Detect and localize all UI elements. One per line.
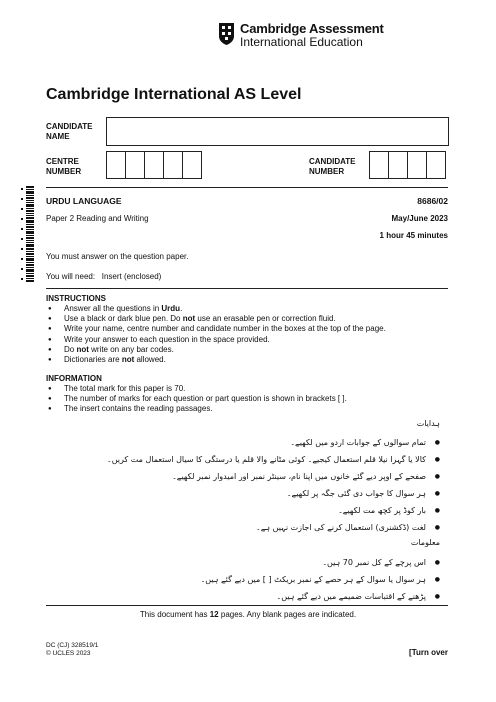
list-item: ● لغت (ڈکشنری) استعمال کرنے کی اجازت نہیں ہے۔ bbox=[107, 519, 440, 536]
candidate-number-cell[interactable] bbox=[426, 151, 446, 179]
list-item: ● ہر سوال یا سوال کے ہر حصے کے نمبر بریکٹ [ ] میں دیے گئے ہیں۔ bbox=[201, 571, 440, 588]
list-item: ● ہر سوال کا جواب دی گئی جگہ پر لکھیے۔ bbox=[107, 485, 440, 502]
centre-number-cell[interactable] bbox=[182, 151, 202, 179]
materials-needed-label: You will need: bbox=[46, 272, 96, 281]
paper-code: 8686/02 bbox=[417, 196, 448, 206]
centre-number-field[interactable] bbox=[106, 151, 202, 179]
centre-number-label-line2: NUMBER bbox=[46, 167, 82, 176]
list-item: ● تمام سوالوں کے جوابات اردو میں لکھیے۔ bbox=[107, 434, 440, 451]
candidate-name-field[interactable] bbox=[106, 117, 449, 146]
list-item: ● Dictionaries are not allowed. bbox=[46, 355, 386, 365]
list-item: ● The insert contains the reading passages. bbox=[46, 404, 347, 414]
urdu-instructions-list bbox=[107, 434, 440, 536]
exam-duration: 1 hour 45 minutes bbox=[379, 231, 448, 240]
candidate-name-label bbox=[46, 122, 93, 142]
centre-number-cell[interactable] bbox=[144, 151, 164, 179]
list-item: ● Write your name, centre number and candidate number in the boxes at the top of the page. bbox=[46, 324, 386, 334]
list-item: ● Write your answer to each question in the space provided. bbox=[46, 335, 386, 345]
information-list bbox=[46, 384, 347, 415]
list-item: ● The number of marks for each question or part question is shown in brackets [ ]. bbox=[46, 394, 347, 404]
urdu-instructions-heading: ہدایات bbox=[416, 419, 440, 428]
subject-name: URDU LANGUAGE bbox=[46, 196, 122, 206]
centre-number-label-line1: CENTRE bbox=[46, 157, 79, 166]
exam-session: May/June 2023 bbox=[391, 214, 448, 223]
document-ref: DC (CJ) 328519/1 bbox=[46, 642, 99, 649]
page-title: Cambridge International AS Level bbox=[46, 86, 302, 103]
page-count-suffix: pages. Any blank pages are indicated. bbox=[218, 610, 357, 619]
cambridge-logo bbox=[218, 21, 384, 51]
list-item: ● بار کوڈ پر کچھ مت لکھیے۔ bbox=[107, 502, 440, 519]
page-count-note bbox=[0, 610, 496, 619]
centre-number-cell[interactable] bbox=[163, 151, 183, 179]
page-count: 12 bbox=[209, 610, 219, 619]
candidate-number-field[interactable] bbox=[369, 151, 446, 179]
candidate-number-label-line1: CANDIDATE bbox=[309, 157, 356, 166]
divider bbox=[46, 288, 448, 289]
divider bbox=[46, 187, 448, 188]
candidate-number-label bbox=[309, 157, 356, 177]
list-item: ● صفحے کے اوپر دیے گئے خانوں میں اپنا نام، سینٹر نمبر اور امیدوار نمبر لکھیے۔ bbox=[107, 468, 440, 485]
list-item: ● Do not write on any bar codes. bbox=[46, 345, 386, 355]
copyright: © UCLES 2023 bbox=[46, 650, 91, 657]
turn-over: [Turn over bbox=[409, 648, 448, 657]
information-heading: INFORMATION bbox=[46, 374, 102, 383]
candidate-name-label-line1: CANDIDATE bbox=[46, 122, 93, 131]
materials-needed-value: Insert (enclosed) bbox=[101, 272, 162, 281]
list-item: ● پڑھنے کے اقتباسات ضمیمے میں دیے گئے ہیں۔ bbox=[201, 588, 440, 605]
candidate-number-cell[interactable] bbox=[407, 151, 427, 179]
list-item: ● اس پرچے کے کل نمبر 70 ہیں۔ bbox=[201, 554, 440, 571]
instructions-heading: INSTRUCTIONS bbox=[46, 294, 106, 303]
list-item: ● Answer all the questions in Urdu. bbox=[46, 304, 386, 314]
answer-instruction: You must answer on the question paper. bbox=[46, 252, 189, 261]
list-item: ● The total mark for this paper is 70. bbox=[46, 384, 347, 394]
candidate-name-label-line2: NAME bbox=[46, 132, 70, 141]
footer-divider bbox=[46, 605, 448, 606]
candidate-number-label-line2: NUMBER bbox=[309, 167, 345, 176]
shield-icon bbox=[218, 22, 235, 46]
centre-number-cell[interactable] bbox=[125, 151, 145, 179]
list-item: ● کالا یا گہرا نیلا قلم استعمال کیجیے۔ کوئی مٹانے والا قلم یا درستگی کا سیال استعمال مت کریں۔ bbox=[107, 451, 440, 468]
candidate-number-cell[interactable] bbox=[388, 151, 408, 179]
centre-number-cell[interactable] bbox=[106, 151, 126, 179]
barcode bbox=[20, 186, 34, 284]
urdu-information-list bbox=[201, 554, 440, 605]
list-item: ● Use a black or dark blue pen. Do not use an erasable pen or correction fluid. bbox=[46, 314, 386, 324]
paper-name: Paper 2 Reading and Writing bbox=[46, 214, 149, 223]
logo-line-2: International Education bbox=[240, 35, 363, 49]
instructions-list bbox=[46, 304, 386, 365]
candidate-number-cell[interactable] bbox=[369, 151, 389, 179]
urdu-information-heading: معلومات bbox=[410, 538, 440, 547]
materials-needed bbox=[46, 272, 161, 281]
page-count-prefix: This document has bbox=[139, 610, 210, 619]
centre-number-label bbox=[46, 157, 81, 177]
logo-line-1: Cambridge Assessment bbox=[240, 21, 384, 36]
